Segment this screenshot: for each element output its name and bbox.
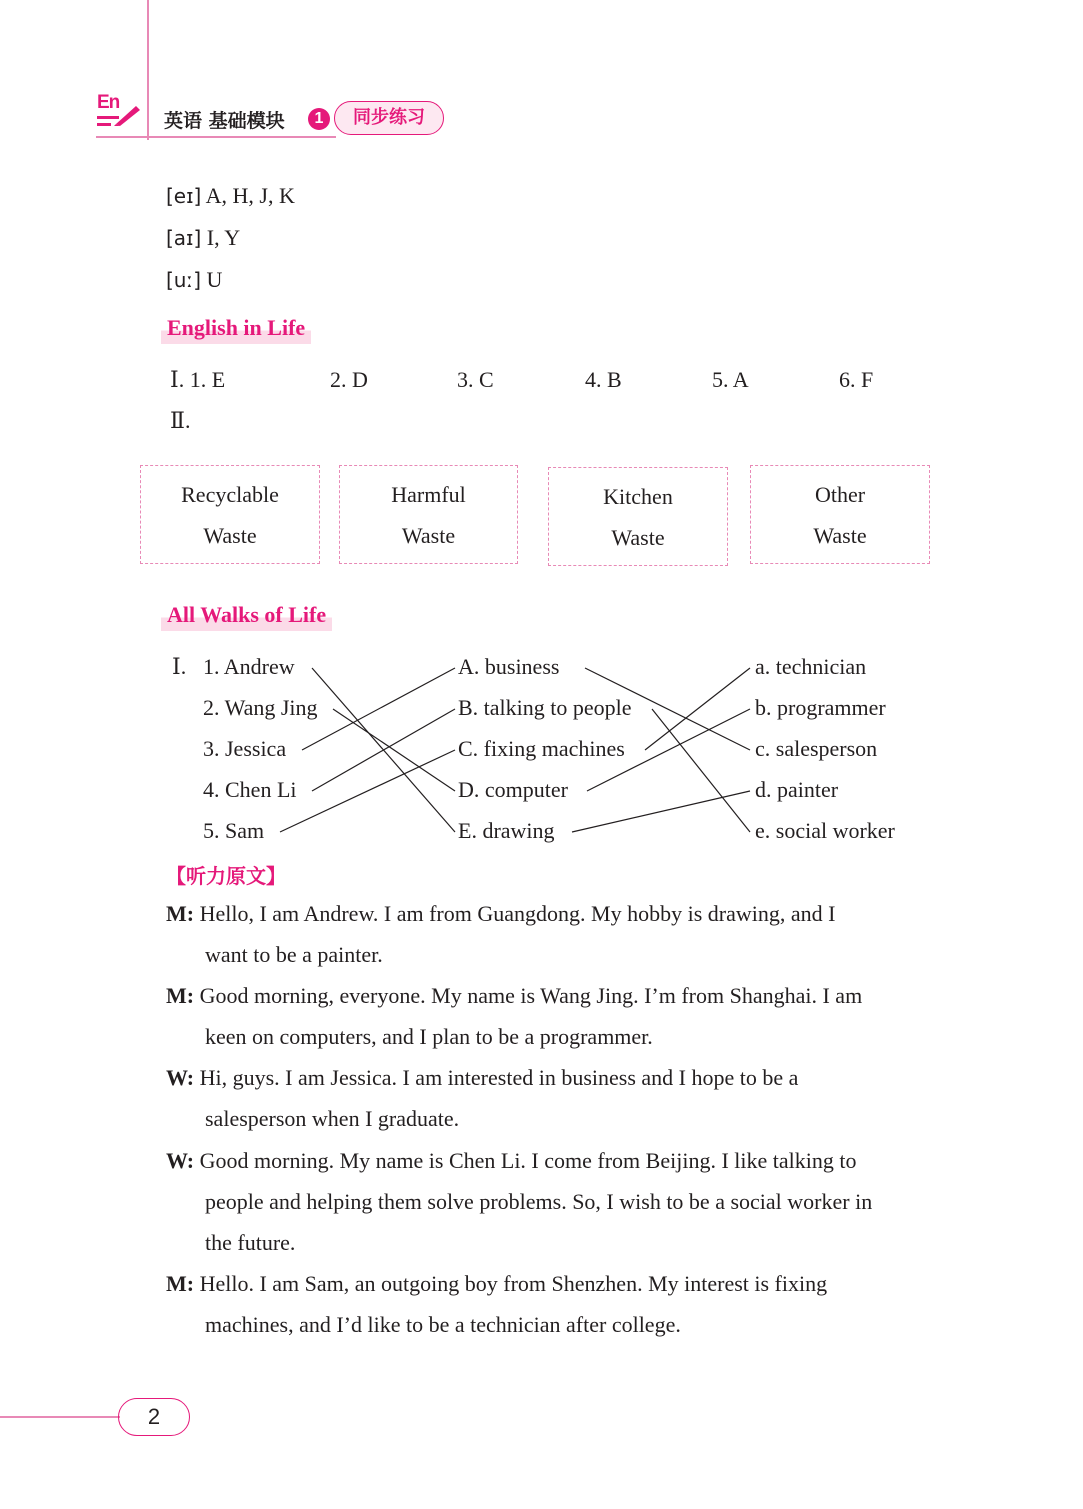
transcript-text: Good morning. My name is Chen Li. I come from Beijing. I like talking to <box>199 1148 857 1173</box>
speaker-label: M: <box>166 983 195 1008</box>
speaker-label: W: <box>166 1148 195 1173</box>
answer-item: 6. F <box>839 367 874 392</box>
waste-box-line: Kitchen <box>603 484 673 509</box>
phonetic-letters: U <box>201 267 223 292</box>
transcript-line <box>166 975 936 1016</box>
exercise-badge: 同步练习 <box>334 101 444 135</box>
phonetic-letters: I, Y <box>201 225 241 250</box>
transcript-text: Hello, I am Andrew. I am from Guangdong. My hobby is drawing, and I <box>199 901 836 926</box>
match-job: b. programmer <box>755 695 886 720</box>
transcript-line: the future. <box>205 1230 296 1255</box>
match-name: 1. Andrew <box>203 654 295 679</box>
match-line-name-hobby <box>302 668 455 750</box>
transcript-line: keen on computers, and I plan to be a programmer. <box>205 1024 653 1049</box>
match-name: 2. Wang Jing <box>203 695 318 720</box>
answer-item: 2. D <box>330 367 368 392</box>
transcript-paragraph <box>166 1263 936 1345</box>
match-hobby: C. fixing machines <box>458 736 625 761</box>
waste-box-line: Waste <box>611 525 665 550</box>
transcript-paragraph <box>166 975 936 1057</box>
transcript-line: machines, and I’d like to be a technician after college. <box>205 1312 681 1337</box>
answer-item: 3. C <box>457 367 494 392</box>
phonetic-symbol: [aɪ] <box>166 226 202 250</box>
match-line-hobby-job <box>585 668 750 750</box>
module-number-badge: 1 <box>308 108 330 130</box>
match-name: 3. Jessica <box>203 736 287 761</box>
transcript-text: Good morning, everyone. My name is Wang Jing. I’m from Shanghai. I am <box>199 983 863 1008</box>
logo-text: En <box>97 92 120 113</box>
match-hobby: A. business <box>458 654 560 679</box>
waste-box-line: Waste <box>203 523 257 548</box>
part-label: Ⅰ. <box>172 654 187 679</box>
waste-box-line: Other <box>814 482 866 507</box>
answer-item: 4. B <box>585 367 622 392</box>
transcript-line <box>166 893 936 934</box>
transcript-paragraph <box>166 1140 936 1263</box>
match-name: 4. Chen Li <box>203 777 297 802</box>
match-hobby: B. talking to people <box>458 695 632 720</box>
match-line-hobby-job <box>645 668 750 750</box>
transcript-line: want to be a painter. <box>205 942 383 967</box>
transcript-paragraph <box>166 893 936 975</box>
speaker-label: M: <box>166 901 195 926</box>
transcript-line <box>166 1140 936 1181</box>
match-job: d. painter <box>755 777 839 802</box>
section-title-english-in-life: English in Life <box>161 314 311 344</box>
phonetic-symbol: [eɪ] <box>166 184 202 208</box>
match-job: a. technician <box>755 654 867 679</box>
transcript-line <box>166 1057 936 1098</box>
match-job: e. social worker <box>755 818 895 843</box>
transcript-line: people and helping them solve problems. So, I wish to be a social worker in <box>205 1189 873 1214</box>
match-hobby: D. computer <box>458 777 568 802</box>
match-hobby: E. drawing <box>458 818 555 843</box>
section-title-all-walks-of-life: All Walks of Life <box>161 601 332 631</box>
phonetic-symbol: [uː] <box>166 268 202 292</box>
match-line-name-hobby <box>312 709 455 791</box>
book-title: 英语 基础模块 <box>164 110 285 132</box>
match-job: c. salesperson <box>755 736 878 761</box>
waste-box-line: Harmful <box>391 482 466 507</box>
waste-box-line: Waste <box>401 523 456 548</box>
footer-rule <box>0 1416 120 1418</box>
waste-box-line: Waste <box>813 523 867 548</box>
transcript-text: Hello. I am Sam, an outgoing boy from Shenzhen. My interest is fixing <box>199 1271 828 1296</box>
match-line-hobby-job <box>572 791 750 832</box>
listening-title: 【听力原文】 <box>166 864 286 888</box>
page-number: 2 <box>118 1398 190 1436</box>
part-label: Ⅱ. <box>170 408 191 433</box>
speaker-label: W: <box>166 1065 195 1090</box>
speaker-label: M: <box>166 1271 195 1296</box>
transcript-text: Hi, guys. I am Jessica. I am interested in business and I hope to be a <box>199 1065 799 1090</box>
match-name: 5. Sam <box>203 818 265 843</box>
phonetic-letters: A, H, J, K <box>201 183 295 208</box>
transcript-line: salesperson when I graduate. <box>205 1106 460 1131</box>
match-line-hobby-job <box>652 709 750 832</box>
answer-item: Ⅰ. 1. E <box>170 367 226 392</box>
match-line-hobby-job <box>587 709 750 791</box>
transcript-line <box>166 1263 936 1304</box>
waste-box-line: Recyclable <box>181 482 279 507</box>
match-line-name-hobby <box>280 750 455 832</box>
answer-item: 5. A <box>712 367 749 392</box>
transcript-paragraph <box>166 1057 936 1139</box>
